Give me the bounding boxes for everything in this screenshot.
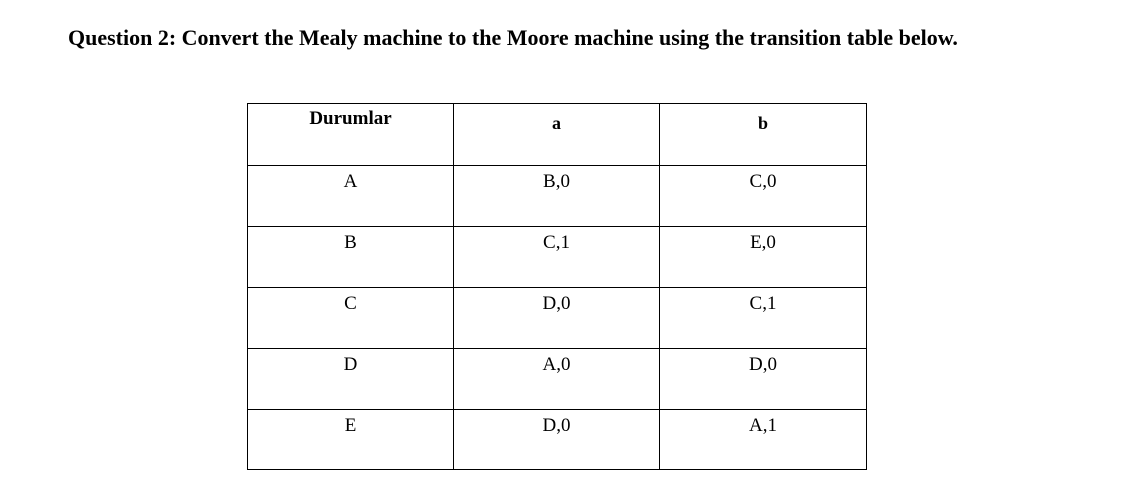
transition-b-cell: C,0 — [660, 166, 867, 227]
header-input-b — [660, 104, 867, 166]
transition-b-cell: C,1 — [660, 288, 867, 349]
table-row — [248, 227, 867, 288]
transition-a-cell: D,0 — [454, 410, 660, 470]
header-states — [248, 104, 454, 166]
table-row — [248, 410, 867, 470]
state-cell: A — [248, 166, 454, 227]
header-states-label: Durumlar — [309, 108, 392, 129]
transition-b-cell: E,0 — [660, 227, 867, 288]
transition-a-cell: A,0 — [454, 349, 660, 410]
table-row — [248, 166, 867, 227]
state-cell: B — [248, 227, 454, 288]
header-input-a — [454, 104, 660, 166]
transition-table — [247, 103, 867, 470]
table-row — [248, 349, 867, 410]
transition-b-cell: D,0 — [660, 349, 867, 410]
header-input-b-label: b — [757, 113, 768, 133]
transition-b-cell: A,1 — [660, 410, 867, 470]
table-header-row — [248, 104, 867, 166]
question-heading: Question 2: Convert the Mealy machine to the Moore machine using the transition table below. — [68, 25, 958, 50]
header-input-a-label: a — [552, 113, 561, 133]
table-row — [248, 288, 867, 349]
transition-a-cell: B,0 — [454, 166, 660, 227]
transition-a-cell: C,1 — [454, 227, 660, 288]
state-cell: C — [248, 288, 454, 349]
state-cell: E — [248, 410, 454, 470]
transition-a-cell: D,0 — [454, 288, 660, 349]
state-cell: D — [248, 349, 454, 410]
